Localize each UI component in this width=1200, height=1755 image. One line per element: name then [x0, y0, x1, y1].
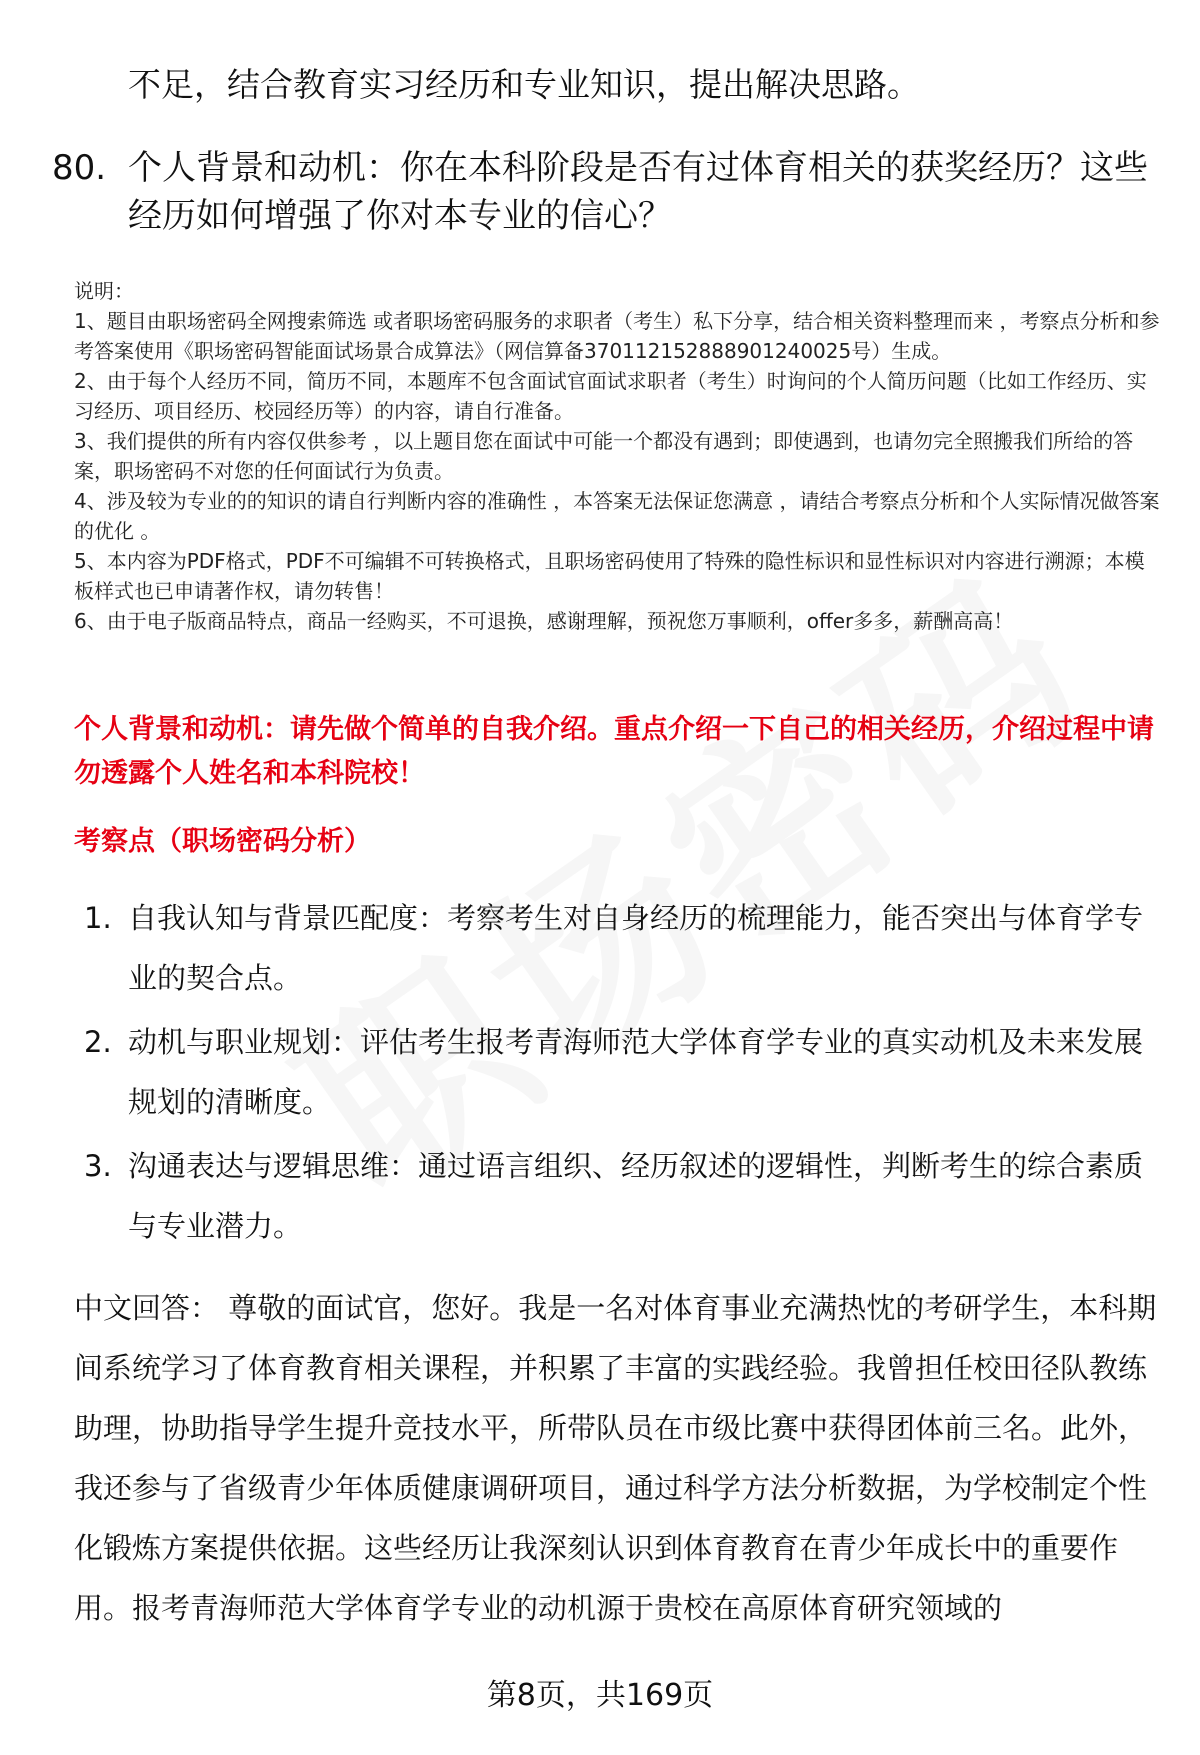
- answer-text: 中文回答： 尊敬的面试官，您好。我是一名对体育事业充满热忱的考研学生，本科期间系统学习了体育教育相关课程，并积累了丰富的实践经验。我曾担任校田径队教练助理，协助指导学生提升竞技水平，所带队员在市级比赛中获得团体前三名。此外，我还参与了省级青少年体质健康调研项目，通过科学方法分析数据，为学校制定个性化锻炼方案提供依据。这些经历让我深刻认识到体育教育在青少年成长中的重要作用。报考青海师范大学体育学专业的动机源于贵校在高原体育研究领域的: [74, 1291, 1157, 1625]
- point-text: 自我认知与背景匹配度：考察考生对自身经历的梳理能力，能否突出与体育学专业的契合点。: [128, 901, 1144, 995]
- point-number: 2.: [84, 1025, 112, 1059]
- analysis-points: [84, 888, 1164, 1260]
- note-item: 6、由于电子版商品特点，商品一经购买，不可退换，感谢理解，预祝您万事顺利，offer多多，薪酬高高！: [74, 609, 1014, 633]
- note-item: 1、题目由职场密码全网搜索筛选 或者职场密码服务的求职者（考生）私下分享，结合相关资料整理而来 ，考察点分析和参考答案使用《职场密码智能面试场景合成算法》（网信算备370112152888901240025号）生成。: [74, 309, 1160, 363]
- notes-section: [74, 276, 1164, 636]
- point-number: 3.: [84, 1149, 112, 1183]
- continuation-text: 不足，结合教育实习经历和专业知识，提出解决思路。: [128, 65, 920, 104]
- point-text: 动机与职业规划：评估考生报考青海师范大学体育学专业的真实动机及未来发展规划的清晰度。: [128, 1025, 1144, 1119]
- page-footer: 第8页，共169页: [486, 1678, 714, 1713]
- note-item: 4、涉及较为专业的的知识的请自行判断内容的准确性 ，本答案无法保证您满意 ，请结合考察点分析和个人实际情况做答案的优化 。: [74, 489, 1160, 543]
- point-number: 1.: [84, 901, 112, 935]
- question-text: 个人背景和动机：你在本科阶段是否有过体育相关的获奖经历？这些经历如何增强了你对本专业的信心？: [128, 148, 1148, 236]
- analysis-point: [84, 888, 1164, 1012]
- note-item: 5、本内容为PDF格式，PDF不可编辑不可转换格式，且职场密码使用了特殊的隐性标识和显性标识对内容进行溯源；本模板样式也已申请著作权，请勿转售！: [74, 549, 1145, 603]
- analysis-heading: 考察点（职场密码分析）: [74, 826, 371, 857]
- note-item: 2、由于每个人经历不同，简历不同，本题库不包含面试官面试求职者（考生）时询问的个人简历问题（比如工作经历、实习经历、项目经历、校园经历等）的内容，请自行准备。: [74, 369, 1147, 423]
- highlighted-question: 个人背景和动机：请先做个简单的自我介绍。重点介绍一下自己的相关经历，介绍过程中请勿透露个人姓名和本科院校！: [74, 714, 1154, 789]
- note-item: 3、我们提供的所有内容仅供参考 ，以上题目您在面试中可能一个都没有遇到；即使遇到，也请勿完全照搬我们所给的答案，职场密码不对您的任何面试行为负责。: [74, 429, 1134, 483]
- point-text: 沟通表达与逻辑思维：通过语言组织、经历叙述的逻辑性，判断考生的综合素质与专业潜力。: [128, 1149, 1144, 1243]
- question-number: 80.: [52, 148, 107, 188]
- analysis-point: [84, 1136, 1164, 1260]
- notes-heading: 说明：: [74, 279, 134, 303]
- analysis-point: [84, 1012, 1164, 1136]
